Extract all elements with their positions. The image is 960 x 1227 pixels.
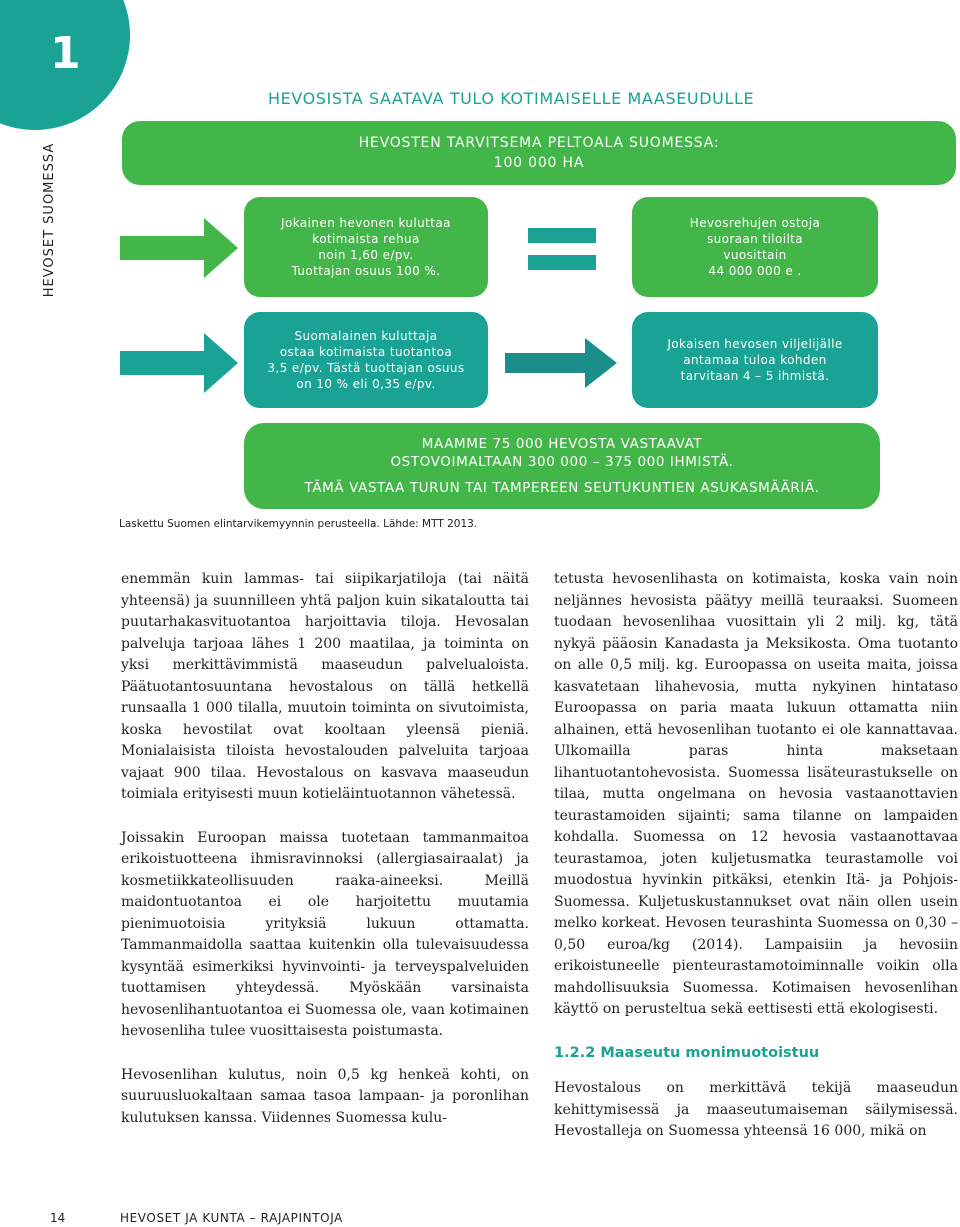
income-text: Jokaisen hevosen viljelijälle antamaa tuloa kohden tarvitaan 4 – 5 ihmistä. [667,337,843,383]
paragraph: Joissakin Euroopan maissa tuotetaan tammanmaitoa erikoistuotteena ihmisravinnoksi (allergiasairaalat) ja kosmetiikkateollisuuden raaka-aineeksi. Meillä maidontuotantoa ei ole harjoitettu muutamia pienimuotoisia yrityksiä lukuun ottamatta. Tammanmaidolla saattaa kuitenkin olla tulevaisuudessa kysyntää esimerkiksi hyvinvointi- ja terveyspalveluiden tuottamisen yhteydessä. Myöskään varsinaista hevosenlihantuotantoa ei Suomessa ole, vaan kotimainen hevosenliha tulee vuosittaisesta poistumasta. [121,829,529,1039]
source-note: Laskettu Suomen elintarvikemyynnin perusteella. Lähde: MTT 2013. [119,518,478,530]
paragraph: Hevosenlihan kulutus, noin 0,5 kg henkeä kohti, on suuruusluokaltaan samaa tasoa lampaan- ja poronlihan kulutuksen kanssa. Viidennes Suomessa kulu- [121,1066,529,1126]
arrow-right-icon [120,333,238,393]
equals-icon [528,228,596,270]
feed-purchases-text: Hevosrehujen ostoja suoraan tiloilta vuosittain 44 000 000 e . [689,216,821,278]
paragraph: tetusta hevosenlihasta on kotimaista, koska vain noin neljännes hevosista päätyy meillä teuraaksi. Suomeen tuodaan hevosenlihaa vuosittain yli 2 milj. kg, tätä nykyä pääosin Kanadasta ja Meksikosta. Oma tuotanto on alle 0,5 milj. kg. Euroopassa on useita maita, joissa kasvatetaan lihahevosia, mutta nykyinen hintataso Euroopassa on paria maata lukuun ottamatta niin alhainen, että hevosenlihan tuotanto ei ole kannattavaa. Ulkomailla paras hinta maksetaan lihantuotantohevosista. Suomessa lisäteurastukselle on tilaa, mutta ongelmana on hevosia vastaanottavien teurastamoiden sijainti; sama tilanne on lampaiden kohdalla. Suomessa on 12 hevosia vastaanottavaa teurastamoa, joten kuljetusmatka teurastamolle voi muodostua hyvinkin pitkäksi, etenkin Itä- ja Pohjois-Suomessa. Kuljetuskustannukset ovat näin ollen usein melko korkeat. Hevosen teurashinta Suomessa on 0,30 – 0,50 euroa/kg (2014). Lampaisiin ja hevosiin erikoistuneelle pienteurastamotoiminnalle voikin olla mahdollisuuksia Suomessa. Kotimaisen hevosenlihan käyttö on perusteltua sekä eettisesti että ekologisesti. [554,571,958,1017]
arrow-right-icon [120,218,238,278]
footer-title: HEVOSET JA KUNTA – RAJAPINTOJA [120,1211,343,1225]
summary-line-2: TÄMÄ VASTAA TURUN TAI TAMPEREEN SEUTUKUNTIEN ASUKASMÄÄRIÄ. [304,480,820,496]
side-section-label: HEVOSET SUOMESSA [42,142,57,298]
field-area-box [122,121,956,185]
page-number: 14 [50,1211,66,1225]
left-column [121,569,529,1151]
income-box [632,312,878,408]
feed-box [244,197,488,297]
feed-purchases-box [632,197,878,297]
section-heading: 1.2.2 Maaseutu monimuotoistuu [554,1044,820,1061]
field-area-label: HEVOSTEN TARVITSEMA PELTOALA SUOMESSA: [358,135,720,151]
right-column [554,569,958,1165]
arrow-right-icon [505,338,617,388]
summary-line-1: MAAMME 75 000 HEVOSTA VASTAAVAT OSTOVOIMALTAAN 300 000 – 375 000 IHMISTÄ. [390,436,734,470]
paragraph: Hevostalous on merkittävä tekijä maaseudun kehittymisessä ja maaseutumaiseman säilymisessä. Hevostalleja on Suomessa yhteensä 16 000, mikä on [554,1080,958,1139]
summary-box [244,423,880,509]
consumer-box [244,312,488,408]
infographic-title: HEVOSISTA SAATAVA TULO KOTIMAISELLE MAASEUDULLE [268,89,755,108]
consumer-text: Suomalainen kuluttaja ostaa kotimaista tuotantoa 3,5 e/pv. Tästä tuottajan osuus on 10 % eli 0,35 e/pv. [267,329,465,391]
chapter-number: 1 [50,28,81,79]
feed-text: Jokainen hevonen kuluttaa kotimaista rehua noin 1,60 e/pv. Tuottajan osuus 100 %. [281,216,451,278]
paragraph: enemmän kuin lammas- tai siipikarjatiloja (tai näitä yhteensä) ja suunnilleen yhtä paljon kuin sikataloutta tai puutarhakasvituotantoa harjoittavia tiloja. Hevosalan palveluja tarjoaa lähes 1 200 maatilaa, ja toiminta on yksi merkittävimmistä maaseudun palvelualoista. Päätuotantosuuntana hevostalous on tällä hetkellä runsaalla 1 000 tilalla, muutoin toiminta on sivutoimista, koska hevostilat ovat kooltaan yleensä pieniä. Monialaisista tiloista hevostalouden palveluita tarjoaa vajaat 900 tilaa. Hevostalous on kasvava maaseudun toimiala erityisesti muun kotieläintuotannon vähetessä. [121,571,529,802]
field-area-value: 100 000 HA [493,155,585,171]
